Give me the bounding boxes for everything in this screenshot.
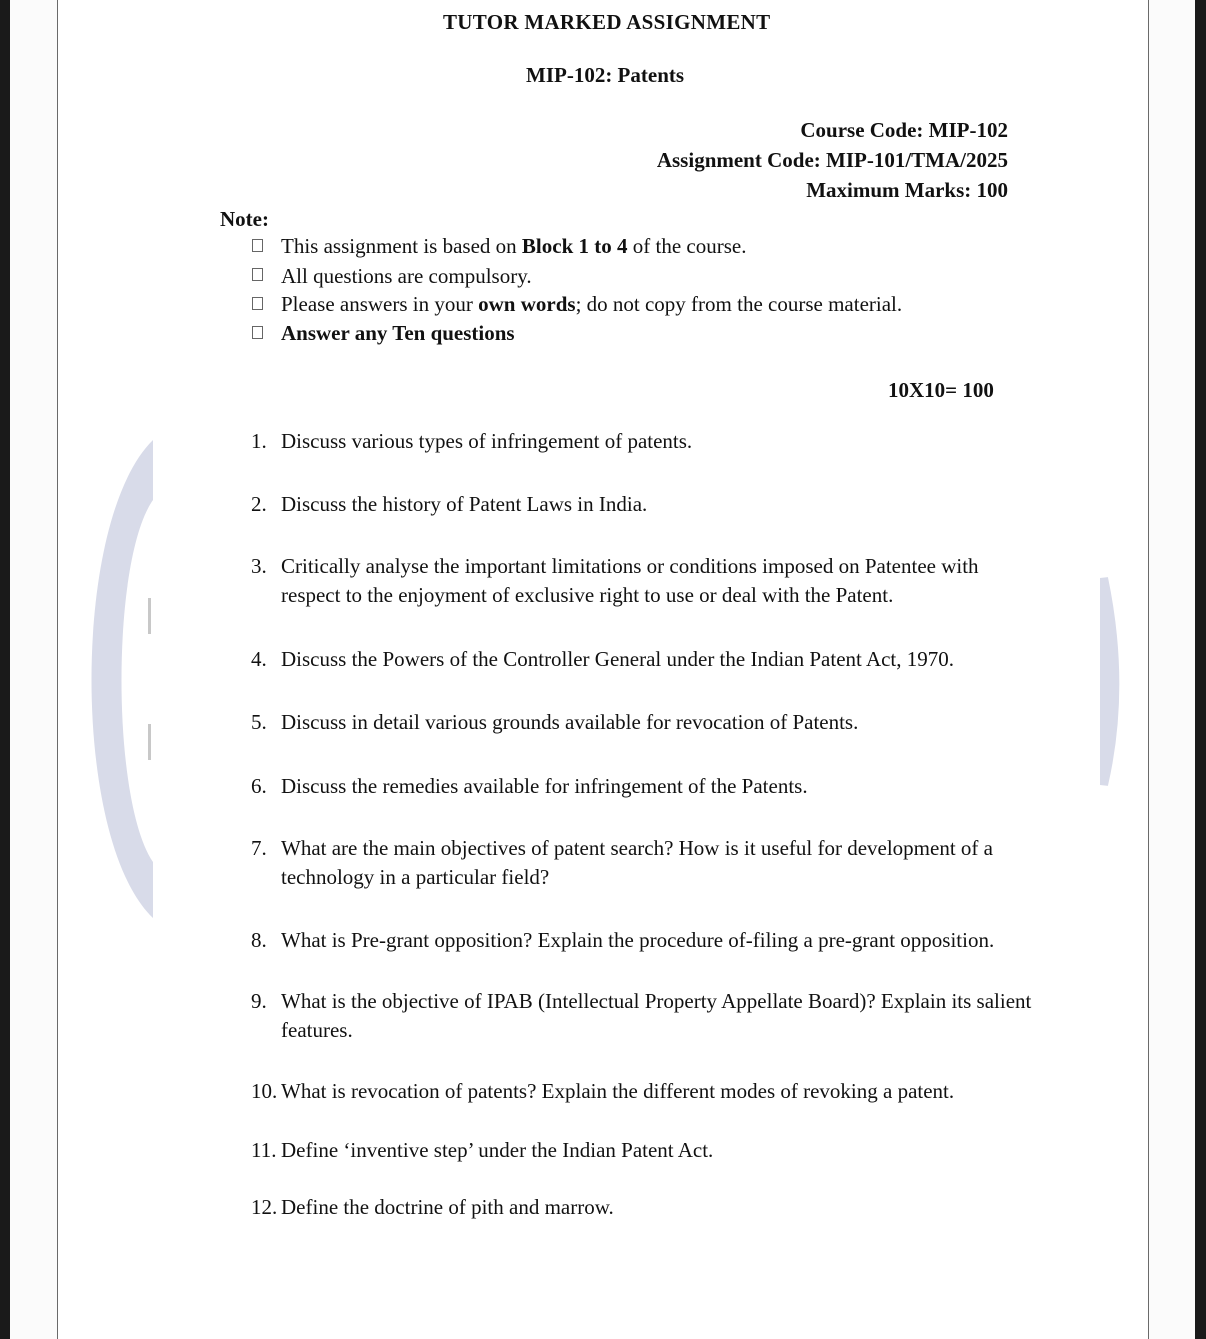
bullet-icon	[252, 326, 263, 339]
question-text: What is revocation of patents? Explain the different modes of revoking a patent.	[281, 1079, 955, 1103]
document-subtitle: MIP-102: Patents	[526, 63, 685, 87]
question-number: 7.	[251, 836, 267, 860]
question-text: What is the objective of IPAB (Intellectual Property Appellate Board)? Explain its salient	[281, 989, 1032, 1013]
question-text: Discuss the Powers of the Controller General under the Indian Patent Act, 1970.	[281, 647, 955, 671]
question-text: respect to the enjoyment of exclusive right to use or deal with the Patent.	[281, 583, 894, 607]
note-item-2: All questions are compulsory.	[281, 264, 532, 288]
question-text: features.	[281, 1018, 353, 1042]
question-text: Critically analyse the important limitations or conditions imposed on Patentee with	[281, 554, 979, 578]
course-code: Course Code: MIP-102	[800, 118, 1008, 142]
bullet-icon	[252, 268, 263, 281]
question-text: Discuss the history of Patent Laws in India.	[281, 492, 648, 516]
question-number: 4.	[251, 647, 267, 671]
marks-scheme: 10X10= 100	[888, 378, 994, 402]
question-text: Define ‘inventive step’ under the Indian Patent Act.	[281, 1138, 714, 1162]
question-text: Discuss in detail various grounds available for revocation of Patents.	[281, 710, 859, 734]
question-number: 6.	[251, 774, 267, 798]
note-item-4: Answer any Ten questions	[281, 321, 515, 345]
right-frame-bar	[1195, 0, 1206, 1339]
question-text: Discuss the remedies available for infringement of the Patents.	[281, 774, 808, 798]
question-text: Discuss various types of infringement of patents.	[281, 429, 693, 453]
document-page	[57, 0, 1149, 1339]
watermark-arc-right	[1104, 578, 1115, 785]
assignment-code: Assignment Code: MIP-101/TMA/2025	[656, 148, 1008, 172]
question-number: 9.	[251, 989, 267, 1013]
maximum-marks: Maximum Marks: 100	[806, 178, 1008, 202]
question-text: technology in a particular field?	[281, 865, 550, 889]
question-number: 12.	[251, 1195, 278, 1219]
question-number: 2.	[251, 492, 267, 516]
left-frame-bar	[0, 0, 10, 1339]
question-number: 11.	[251, 1138, 277, 1162]
bullet-icon	[252, 239, 263, 252]
question-number: 10.	[251, 1079, 278, 1103]
question-number: 5.	[251, 710, 267, 734]
question-text: Define the doctrine of pith and marrow.	[281, 1195, 614, 1219]
question-number: 1.	[251, 429, 267, 453]
note-label: Note:	[220, 207, 269, 231]
note-item-3: Please answers in your own words; do not copy from the course material.	[281, 292, 903, 316]
question-text: What are the main objectives of patent search? How is it useful for development of a	[281, 836, 993, 860]
watermark-arc-left	[92, 440, 154, 918]
question-text: What is Pre-grant opposition? Explain the procedure of-filing a pre-grant opposition.	[281, 928, 995, 952]
bullet-icon	[252, 297, 263, 310]
watermark-tick-1	[148, 598, 151, 634]
document-title: TUTOR MARKED ASSIGNMENT	[443, 10, 771, 34]
note-item-1: This assignment is based on Block 1 to 4 of the course.	[281, 234, 747, 258]
question-number: 3.	[251, 554, 267, 578]
watermark-tick-2	[148, 724, 151, 760]
question-number: 8.	[251, 928, 267, 952]
